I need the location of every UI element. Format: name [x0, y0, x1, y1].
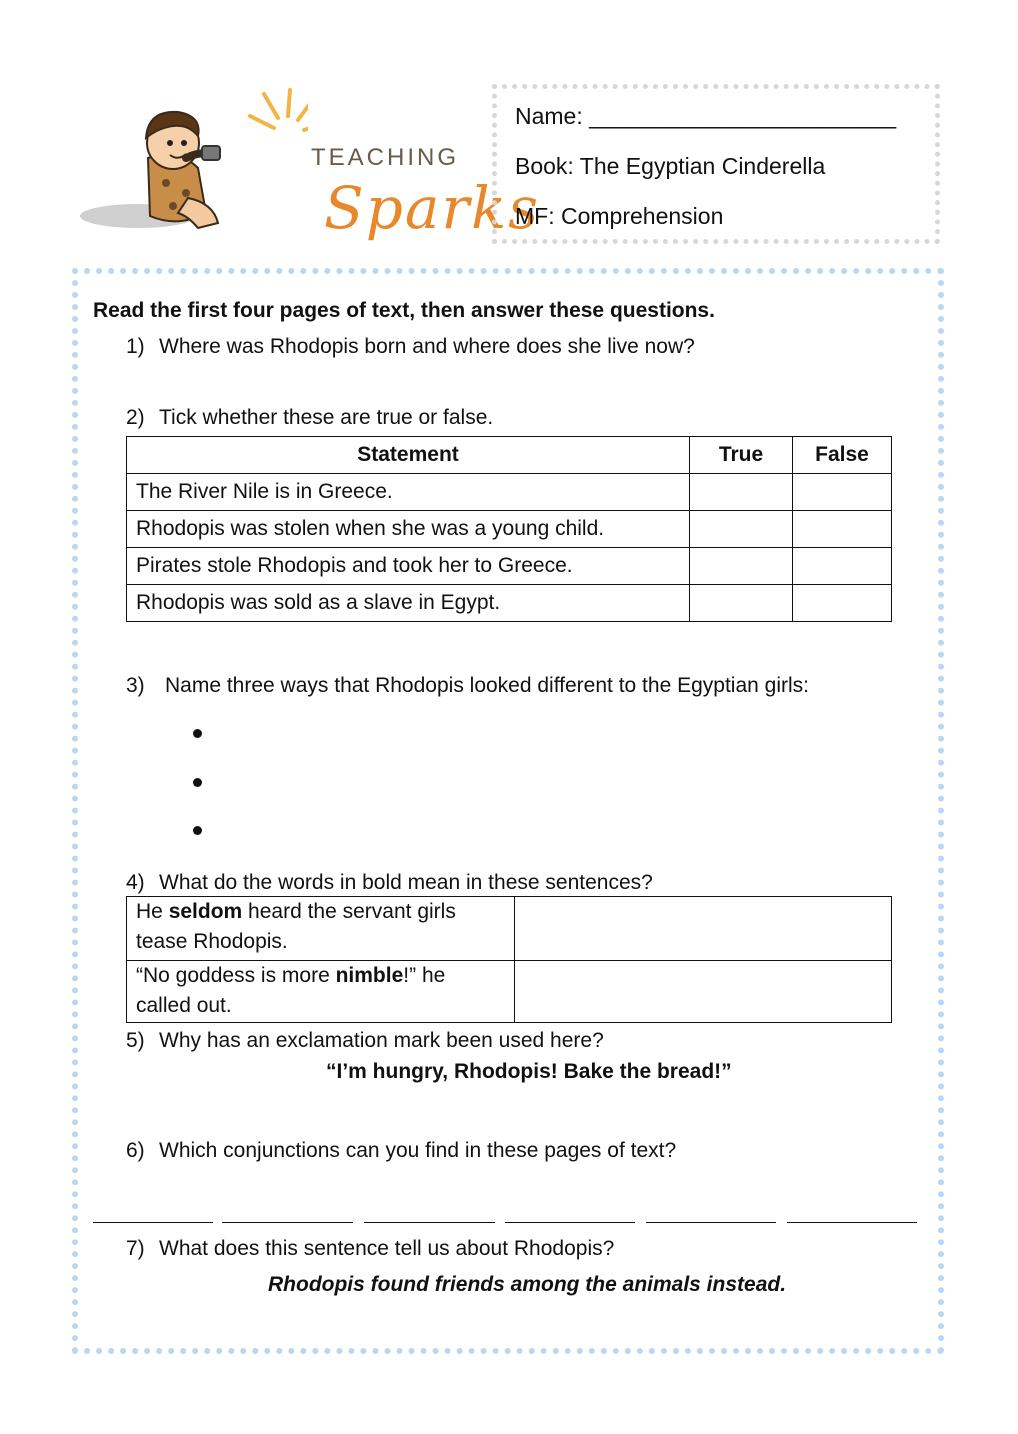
logo-teaching-text: TEACHING: [311, 144, 460, 171]
q3-number: 3): [126, 674, 145, 697]
student-info-box: [492, 84, 940, 244]
q6-text: Which conjunctions can you find in these pages of text?: [159, 1139, 677, 1162]
q2-text: Tick whether these are true or false.: [159, 406, 494, 429]
table-row: [127, 897, 892, 961]
sentence-text: tease Rhodopis.: [136, 930, 288, 953]
true-false-table: [126, 436, 892, 622]
false-tick-cell[interactable]: [793, 511, 892, 548]
bold-word: nimble: [335, 964, 404, 987]
sentence-text: !” he: [403, 964, 446, 987]
table-header-row: [127, 437, 892, 474]
mf-line: MF: Comprehension: [515, 203, 724, 229]
q6-number: 6): [126, 1139, 145, 1162]
bullet-1: [193, 729, 202, 738]
answer-cell[interactable]: [515, 897, 892, 961]
word-meaning-table: [126, 896, 892, 1023]
sentence-text: called out.: [136, 994, 232, 1017]
true-tick-cell[interactable]: [690, 548, 793, 585]
q5-quote: “I’m hungry, Rhodopis! Bake the bread!”: [326, 1060, 732, 1083]
bullet-2: [193, 778, 202, 787]
false-tick-cell[interactable]: [793, 548, 892, 585]
conjunction-blank[interactable]: [222, 1222, 353, 1223]
q2-number: 2): [126, 406, 145, 429]
instructions: Read the first four pages of text, then answer these questions.: [93, 299, 715, 322]
name-blank: ________________________: [589, 103, 897, 129]
table-row: [127, 474, 892, 511]
bold-word: seldom: [168, 900, 243, 923]
q1-text: Where was Rhodopis born and where does she live now?: [159, 335, 695, 358]
statement-header: Statement: [127, 437, 690, 474]
table-row: [127, 548, 892, 585]
q5-number: 5): [126, 1029, 145, 1052]
table-row: [127, 511, 892, 548]
q4-text: What do the words in bold mean in these sentences?: [159, 871, 653, 894]
statement-cell: The River Nile is in Greece.: [127, 474, 690, 511]
table-row: [127, 961, 892, 1023]
conjunction-blank[interactable]: [646, 1222, 776, 1223]
q1-number: 1): [126, 335, 145, 358]
statement-cell: Pirates stole Rhodopis and took her to Greece.: [127, 548, 690, 585]
logo-sparks-text: Sparks: [324, 174, 541, 242]
q5-text: Why has an exclamation mark been used here?: [159, 1029, 604, 1052]
statement-cell: Rhodopis was sold as a slave in Egypt.: [127, 585, 690, 622]
book-line: Book: The Egyptian Cinderella: [515, 153, 826, 179]
sentence-text: He: [136, 900, 169, 923]
name-line[interactable]: [515, 103, 896, 130]
sentence-cell: [127, 897, 515, 961]
true-header: True: [690, 437, 793, 474]
conjunction-blank[interactable]: [787, 1222, 917, 1223]
conjunction-blank[interactable]: [93, 1222, 213, 1223]
true-tick-cell[interactable]: [690, 511, 793, 548]
bullet-3: [193, 826, 202, 835]
conjunction-blank[interactable]: [505, 1222, 635, 1223]
q4-number: 4): [126, 871, 145, 894]
sentence-cell: [127, 961, 515, 1023]
sentence-text: “No goddess is more: [136, 964, 336, 987]
statement-cell: Rhodopis was stolen when she was a young child.: [127, 511, 690, 548]
table-row: [127, 585, 892, 622]
q7-quote: Rhodopis found friends among the animals instead.: [268, 1273, 787, 1296]
q7-number: 7): [126, 1237, 145, 1260]
q3-text: Name three ways that Rhodopis looked different to the Egyptian girls:: [165, 674, 809, 697]
false-tick-cell[interactable]: [793, 585, 892, 622]
teaching-sparks-logo: [78, 88, 541, 248]
sentence-text: heard the servant girls: [242, 900, 456, 923]
caveman-mascot-icon: [78, 88, 308, 248]
conjunction-blank[interactable]: [364, 1222, 495, 1223]
answer-cell[interactable]: [515, 961, 892, 1023]
q7-text: What does this sentence tell us about Rhodopis?: [159, 1237, 615, 1260]
true-tick-cell[interactable]: [690, 585, 793, 622]
false-header: False: [793, 437, 892, 474]
false-tick-cell[interactable]: [793, 474, 892, 511]
name-label: Name:: [515, 103, 590, 129]
true-tick-cell[interactable]: [690, 474, 793, 511]
